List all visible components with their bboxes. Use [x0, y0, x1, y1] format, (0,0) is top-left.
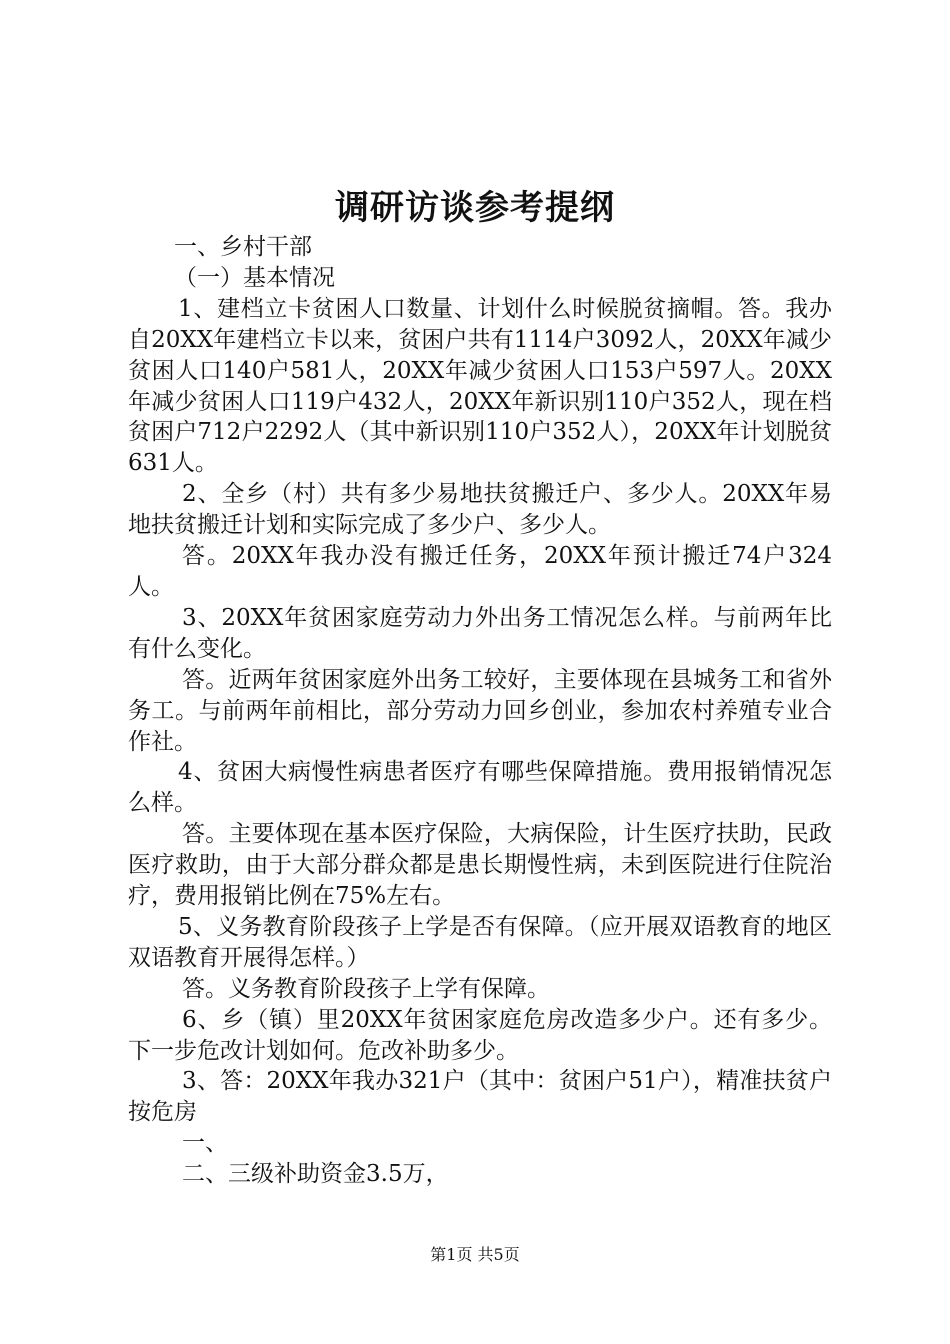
paragraph-q2: 2、全乡（村）共有多少易地扶贫搬迁户、多少人。20XX年易地扶贫搬迁计划和实际完成了多少户、多少人。	[128, 481, 832, 539]
paragraph-q1: 1、建档立卡贫困人口数量、计划什么时候脱贫摘帽。答。我办自20XX年建档立卡以来，贫困户共有1114户3092人，20XX年减少贫困人口140户581人，20XX年减少贫困人口153户597人。20XX年减少贫困人口119户432人，20XX年新识别110户352人，现在档贫困户712户2292人（其中新识别110户352人），20XX年计划脱贫631人。	[128, 295, 832, 477]
section-heading-village-cadres: 一、乡村干部	[174, 234, 312, 260]
paragraph-list-two: 二、三级补助资金3.5万，	[182, 1161, 449, 1188]
subsection-heading-basic-info: （一）基本情况	[174, 264, 335, 291]
document-title: 调研访谈参考提纲	[335, 188, 615, 228]
paragraph-a5: 答。义务教育阶段孩子上学有保障。	[182, 975, 550, 1002]
paragraph-q4: 4、贫困大病慢性病患者医疗有哪些保障措施。费用报销情况怎么样。	[128, 759, 832, 817]
paragraph-a6: 3、答：20XX年我办321户（其中：贫困户51户），精准扶贫户按危房	[128, 1068, 832, 1126]
document-body	[128, 232, 832, 1190]
paragraph-q5: 5、义务教育阶段孩子上学是否有保障。（应开展双语教育的地区双语教育开展得怎样。）	[128, 913, 832, 971]
paragraph-q6: 6、乡（镇）里20XX年贫困家庭危房改造多少户。还有多少。下一步危改计划如何。危改补助多少。	[128, 1006, 832, 1064]
page-number-footer: 第1页 共5页	[430, 1245, 520, 1264]
paragraph-a2: 答。20XX年我办没有搬迁任务，20XX年预计搬迁74户324人。	[128, 543, 832, 600]
paragraph-list-one: 一、	[182, 1130, 228, 1157]
paragraph-a4: 答。主要体现在基本医疗保险，大病保险，计生医疗扶助，民政医疗救助，由于大部分群众都是患长期慢性病，未到医院进行住院治疗，费用报销比例在75%左右。	[128, 821, 832, 910]
paragraph-a3: 答。近两年贫困家庭外出务工较好，主要体现在县城务工和省外务工。与前两年前相比，部分劳动力回乡创业，参加农村养殖专业合作社。	[128, 666, 832, 755]
paragraph-q3: 3、20XX年贫困家庭劳动力外出务工情况怎么样。与前两年比有什么变化。	[128, 604, 832, 662]
